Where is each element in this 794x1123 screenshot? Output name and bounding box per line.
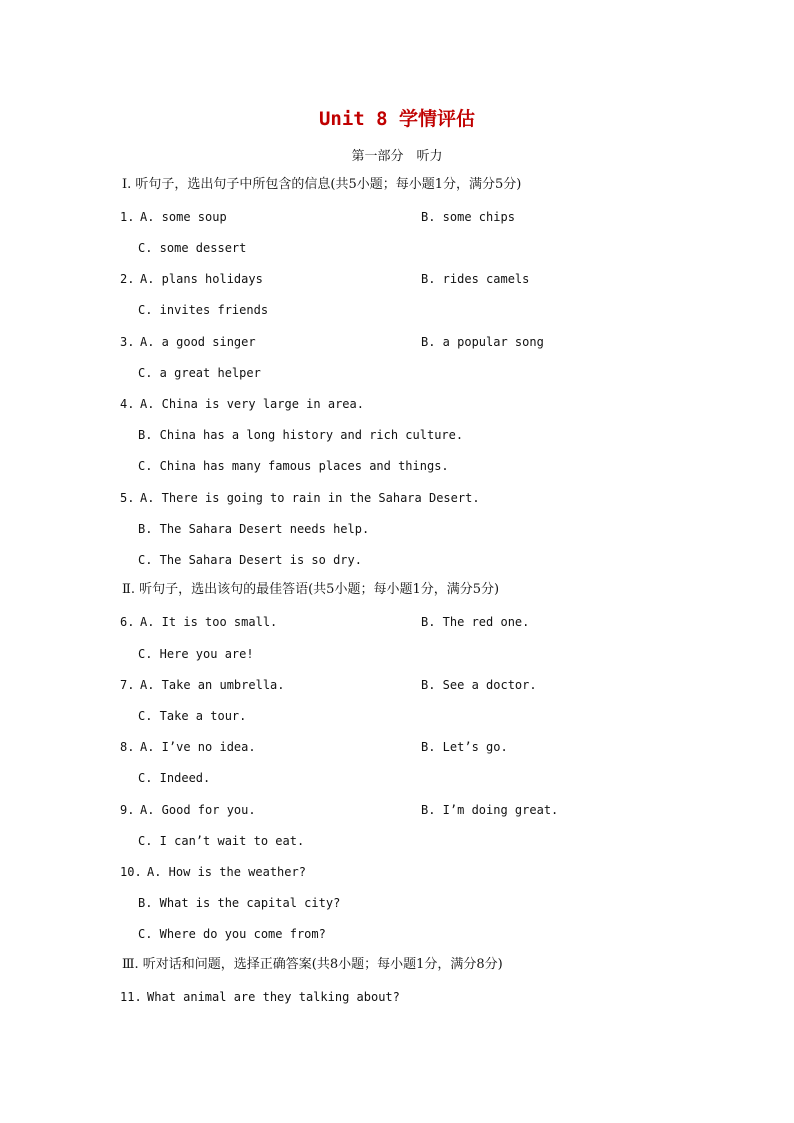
- option-c: C. a great helper: [138, 366, 261, 380]
- option-c: C. some dessert: [138, 241, 247, 255]
- question-number: 11.: [120, 990, 142, 1004]
- question-number: 3.: [120, 335, 135, 349]
- option-c: C. Here you are!: [138, 647, 254, 661]
- option-b: B. some chips: [421, 210, 515, 224]
- option-a: A. some soup: [140, 210, 227, 224]
- question-number: 1.: [120, 210, 135, 224]
- option-a: A. How is the weather?: [147, 865, 306, 879]
- option-c: C. invites friends: [138, 303, 269, 317]
- section-heading-3: Ⅲ. 听对话和问题，选择正确答案(共8小题；每小题1分，满分8分): [122, 957, 503, 972]
- option-a: A. Good for you.: [140, 803, 256, 817]
- option-a: A. plans holidays: [140, 272, 263, 286]
- option-b: B. See a doctor.: [421, 678, 537, 692]
- option-a: A. a good singer: [140, 335, 256, 349]
- question-number: 10.: [120, 865, 142, 879]
- question-number: 4.: [120, 397, 135, 411]
- option-a: A. I’ve no idea.: [140, 740, 256, 754]
- option-b: B. a popular song: [421, 335, 544, 349]
- option-a: A. There is going to rain in the Sahara Desert.: [140, 491, 480, 505]
- option-c: C. Where do you come from?: [138, 927, 326, 941]
- question-number: 5.: [120, 491, 135, 505]
- option-c: C. Take a tour.: [138, 709, 247, 723]
- option-a: A. China is very large in area.: [140, 397, 364, 411]
- section-heading-1: Ⅰ. 听句子，选出句子中所包含的信息(共5小题；每小题1分，满分5分): [122, 177, 522, 192]
- page-title: Unit 8 学情评估: [318, 108, 476, 130]
- option-b: B. rides camels: [421, 272, 530, 286]
- section-heading-2: Ⅱ. 听句子，选出该句的最佳答语(共5小题；每小题1分，满分5分): [122, 582, 500, 597]
- question-number: 2.: [120, 272, 135, 286]
- option-b: B. Let’s go.: [421, 740, 508, 754]
- option-a: A. Take an umbrella.: [140, 678, 285, 692]
- question-number: 9.: [120, 803, 135, 817]
- option-c: C. The Sahara Desert is so dry.: [138, 553, 362, 567]
- option-b: B. The Sahara Desert needs help.: [138, 522, 370, 536]
- question-number: 7.: [120, 678, 135, 692]
- question-number: 8.: [120, 740, 135, 754]
- part-title: 第一部分 听力: [351, 149, 443, 164]
- option-c: C. I can’t wait to eat.: [138, 834, 305, 848]
- option-a: A. It is too small.: [140, 615, 278, 629]
- option-c: C. China has many famous places and things.: [138, 459, 449, 473]
- question-number: 6.: [120, 615, 135, 629]
- option-b: B. China has a long history and rich culture.: [138, 428, 464, 442]
- option-c: C. Indeed.: [138, 771, 211, 785]
- question-stem: What animal are they talking about?: [147, 990, 400, 1004]
- option-b: B. I’m doing great.: [421, 803, 559, 817]
- option-b: B. The red one.: [421, 615, 530, 629]
- option-b: B. What is the capital city?: [138, 896, 341, 910]
